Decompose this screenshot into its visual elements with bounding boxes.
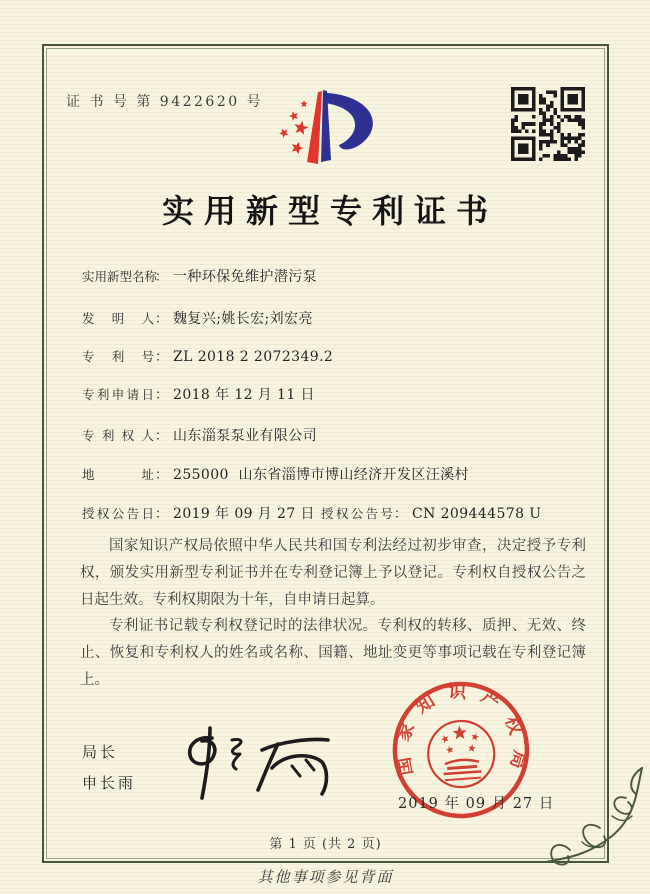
field-label: 地址 [82, 467, 154, 482]
certificate-number: 证 书 号 第 9422620 号 [66, 94, 264, 110]
certificate-title: 实用新型专利证书 [161, 192, 498, 230]
page-number: 第 1 页 (共 2 页) [269, 837, 382, 852]
logo-p-bowl [325, 93, 373, 149]
field-label: 授权公告号 [321, 506, 393, 521]
legal-text-block [80, 533, 586, 694]
field-label: 专利号 [82, 349, 154, 364]
field-colon: ： [155, 468, 169, 483]
field-colon: ： [155, 270, 169, 285]
logo-red-wedge [307, 91, 322, 164]
field-value: 2018 年 12 月 11 日 [173, 387, 315, 403]
field-label: 发明人 [82, 311, 154, 326]
field-row-inventors [82, 308, 313, 328]
field-value: 山东淄泵泵业有限公司 [173, 428, 318, 444]
field-colon: ： [155, 350, 169, 365]
field-row-patent-number [82, 346, 333, 365]
field-value: ZL 2018 2 2072349.2 [173, 349, 334, 365]
signer-name: 申长雨 [82, 774, 137, 792]
field-value: 一种环保免维护潜污泵 [173, 269, 318, 285]
body-paragraph-2: 专利证书记载专利权登记时的法律状况。专利权的转移、质押、无效、终止、恢复和专利权人的姓名或名称、国籍、地址变更等事项记载在专利登记簿上。 [80, 618, 586, 689]
field-value: 魏复兴;姚长宏;刘宏亮 [173, 311, 313, 327]
field-value: 2019 年 09 月 27 日 [173, 506, 315, 522]
field-colon: ： [394, 507, 408, 522]
field-value: 255000 山东省淄博市博山经济开发区汪溪村 [173, 467, 469, 483]
qr-code-icon [511, 87, 585, 161]
field-row-grant-date [82, 503, 315, 523]
field-label: 授权公告日 [82, 506, 154, 521]
field-colon: ： [155, 507, 169, 522]
field-label: 专利权人 [82, 428, 154, 443]
field-colon: ： [155, 388, 169, 403]
field-row-address [82, 464, 469, 484]
seal-text: 国家知识产权局 [391, 681, 531, 784]
cnipa-logo-icon [258, 79, 400, 179]
field-label: 实用新型名称 [82, 269, 158, 284]
national-emblem-icon [426, 719, 496, 789]
field-label: 专利申请日 [82, 387, 154, 402]
field-value: CN 209444578 U [412, 506, 542, 522]
signer-title: 局长 [82, 743, 119, 761]
signature-icon [150, 710, 350, 810]
seal-date: 2019 年 09 月 27 日 [398, 796, 555, 812]
field-row-name [82, 266, 317, 286]
body-paragraph-1: 国家知识产权局依照中华人民共和国专利法经过初步审查，决定授予专利权，颁发实用新型专利证书并在专利登记簿上予以登记。专利权自授权公告之日起生效。专利权期限为十年，自申请日起算。 [80, 538, 586, 608]
field-colon: ： [155, 429, 169, 444]
field-row-filing-date [82, 384, 315, 404]
signer-block [82, 737, 136, 799]
corner-flourish-icon [542, 766, 648, 868]
back-side-note: 其他事项参见背面 [257, 868, 394, 886]
field-colon: ： [155, 312, 169, 327]
field-row-grant-number [321, 503, 541, 522]
field-row-patentee [82, 425, 317, 445]
